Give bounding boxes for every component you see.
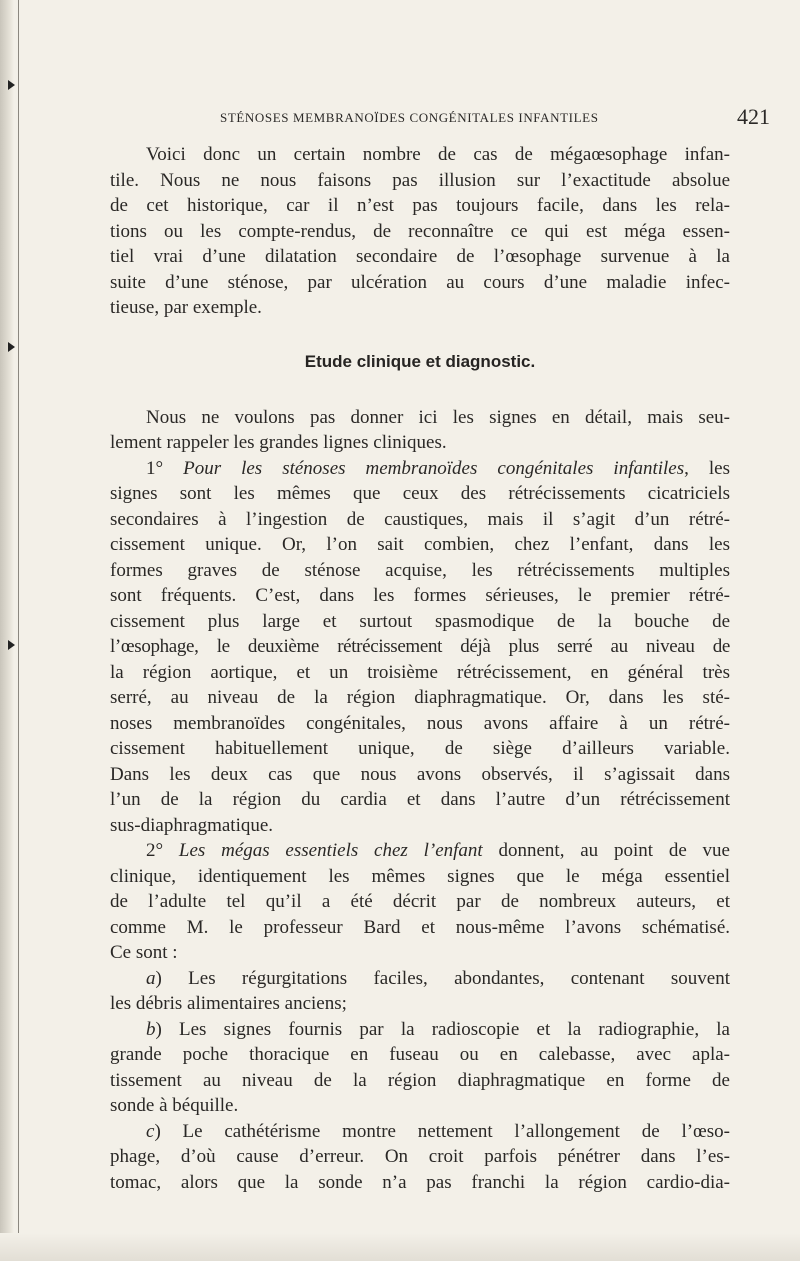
text-line: lement rappeler les grandes lignes cliniques. (110, 432, 447, 453)
text-line: cissement unique. Or, l’on sait combien, chez l’enfant, dans les (110, 534, 730, 555)
running-title: STÉNOSES MEMBRANOÏDES CONGÉNITALES INFANTILES (220, 110, 599, 125)
text-line: grande poche thoracique en fuseau ou en calebasse, avec apla- (110, 1044, 730, 1065)
text-line: tions ou les compte-rendus, de reconnaître ce qui est méga essen- (110, 220, 730, 242)
section-heading: Etude clinique et diagnostic. (304, 351, 536, 371)
item-a (110, 966, 730, 1017)
text-line: l’un de la région du cardia et dans l’autre d’un rétrécissement (110, 789, 730, 810)
page-gutter (0, 0, 14, 1261)
text-line: tiel vrai d’une dilatation secondaire de l’œsophage survenue à la (110, 246, 730, 267)
text-line: de l’adulte tel qu’il a été décrit par de nombreux auteurs, et (110, 891, 730, 912)
text-line (110, 456, 730, 482)
text-line: l’œsophage, le deuxième rétrécissement déjà plus serré au niveau de (110, 636, 730, 657)
text-line: comme M. le professeur Bard et nous-même l’avons schématisé. (110, 916, 730, 938)
item-c (110, 1119, 730, 1196)
text-line: cissement habituellement unique, de siège d’ailleurs variable. (110, 738, 730, 759)
italic-text: Pour les sténoses membranoïdes congénitales infantiles (183, 457, 685, 479)
point-number: 1° (146, 457, 184, 479)
text-line: sus-diaphragmatique. (110, 814, 274, 836)
text-line: tile. Nous ne nous faisons pas illusion sur l’exactitude absolue (110, 169, 730, 191)
text-line: la région aortique, et un troisième rétrécissement, en général très (110, 661, 730, 683)
text-line (110, 1017, 730, 1043)
text-span: ) Les régurgitations faciles, abondantes, contenant souvent (155, 967, 730, 989)
text-line (110, 838, 730, 864)
text-line: Nous ne voulons pas donner ici les signes en détail, mais seu- (146, 406, 730, 428)
text-line: phage, d’où cause d’erreur. On croit parfois pénétrer dans l’es- (110, 1146, 730, 1167)
gutter-line (18, 0, 19, 1261)
item-letter: a (146, 967, 156, 989)
page-header (110, 104, 770, 130)
page-shadow (0, 1233, 800, 1261)
point-1 (110, 456, 730, 839)
text-line (110, 1119, 730, 1145)
page-number: 421 (737, 104, 770, 129)
text-line: tissement au niveau de la région diaphragmatique en forme de (110, 1069, 730, 1091)
text-line: tomac, alors que la sonde n’a pas franchi la région cardio-dia- (110, 1171, 730, 1193)
margin-mark (8, 342, 15, 352)
text-line: clinique, identiquement les mêmes signes que le méga essentiel (110, 865, 730, 887)
text-span: donnent, au point de vue (482, 840, 730, 861)
text-line: serré, au niveau de la région diaphragmatique. Or, dans les sté- (110, 687, 730, 708)
italic-text: Les mégas essentiels chez l’enfant (178, 840, 483, 861)
text-line: de cet historique, car il n’est pas toujours facile, dans les rela- (110, 195, 730, 216)
text-line: Ce sont : (110, 942, 178, 963)
text-line: secondaires à l’ingestion de caustiques, mais il s’agit d’un rétré- (110, 508, 730, 530)
text-line: les débris alimentaires anciens; (110, 993, 347, 1014)
point-number: 2° (146, 840, 179, 861)
margin-mark (8, 80, 15, 90)
text-line: cissement plus large et surtout spasmodique de la bouche de (110, 610, 730, 632)
text-line: tieuse, par exemple. (110, 297, 262, 318)
text-span: ) Les signes fournis par la radioscopie et la radiographie, la (155, 1018, 730, 1040)
text-span: ) Le cathétérisme montre nettement l’allongement de l’œso- (154, 1120, 730, 1142)
item-letter: c (146, 1120, 155, 1142)
text-line: suite d’une sténose, par ulcération au cours d’une maladie infec- (110, 271, 730, 293)
page-body (110, 142, 730, 1195)
point-2 (110, 838, 730, 966)
margin-mark (8, 640, 15, 650)
text-line: sont fréquents. C’est, dans les formes sérieuses, le premier rétré- (110, 585, 730, 606)
paragraph-overview (110, 405, 730, 456)
text-line: formes graves de sténose acquise, les rétrécissements multiples (110, 559, 730, 581)
item-b (110, 1017, 730, 1119)
text-line (110, 966, 730, 992)
text-span: , les (684, 457, 730, 479)
text-line: Voici donc un certain nombre de cas de mégaœsophage infan- (146, 144, 730, 165)
text-line: Dans les deux cas que nous avons observés, il s’agissait dans (110, 763, 730, 785)
item-letter: b (146, 1018, 156, 1040)
text-line: noses membranoïdes congénitales, nous avons affaire à un rétré- (110, 712, 730, 734)
text-line: sonde à béquille. (110, 1095, 239, 1116)
paragraph-intro (110, 142, 730, 321)
text-line: signes sont les mêmes que ceux des rétrécissements cicatriciels (110, 483, 730, 504)
